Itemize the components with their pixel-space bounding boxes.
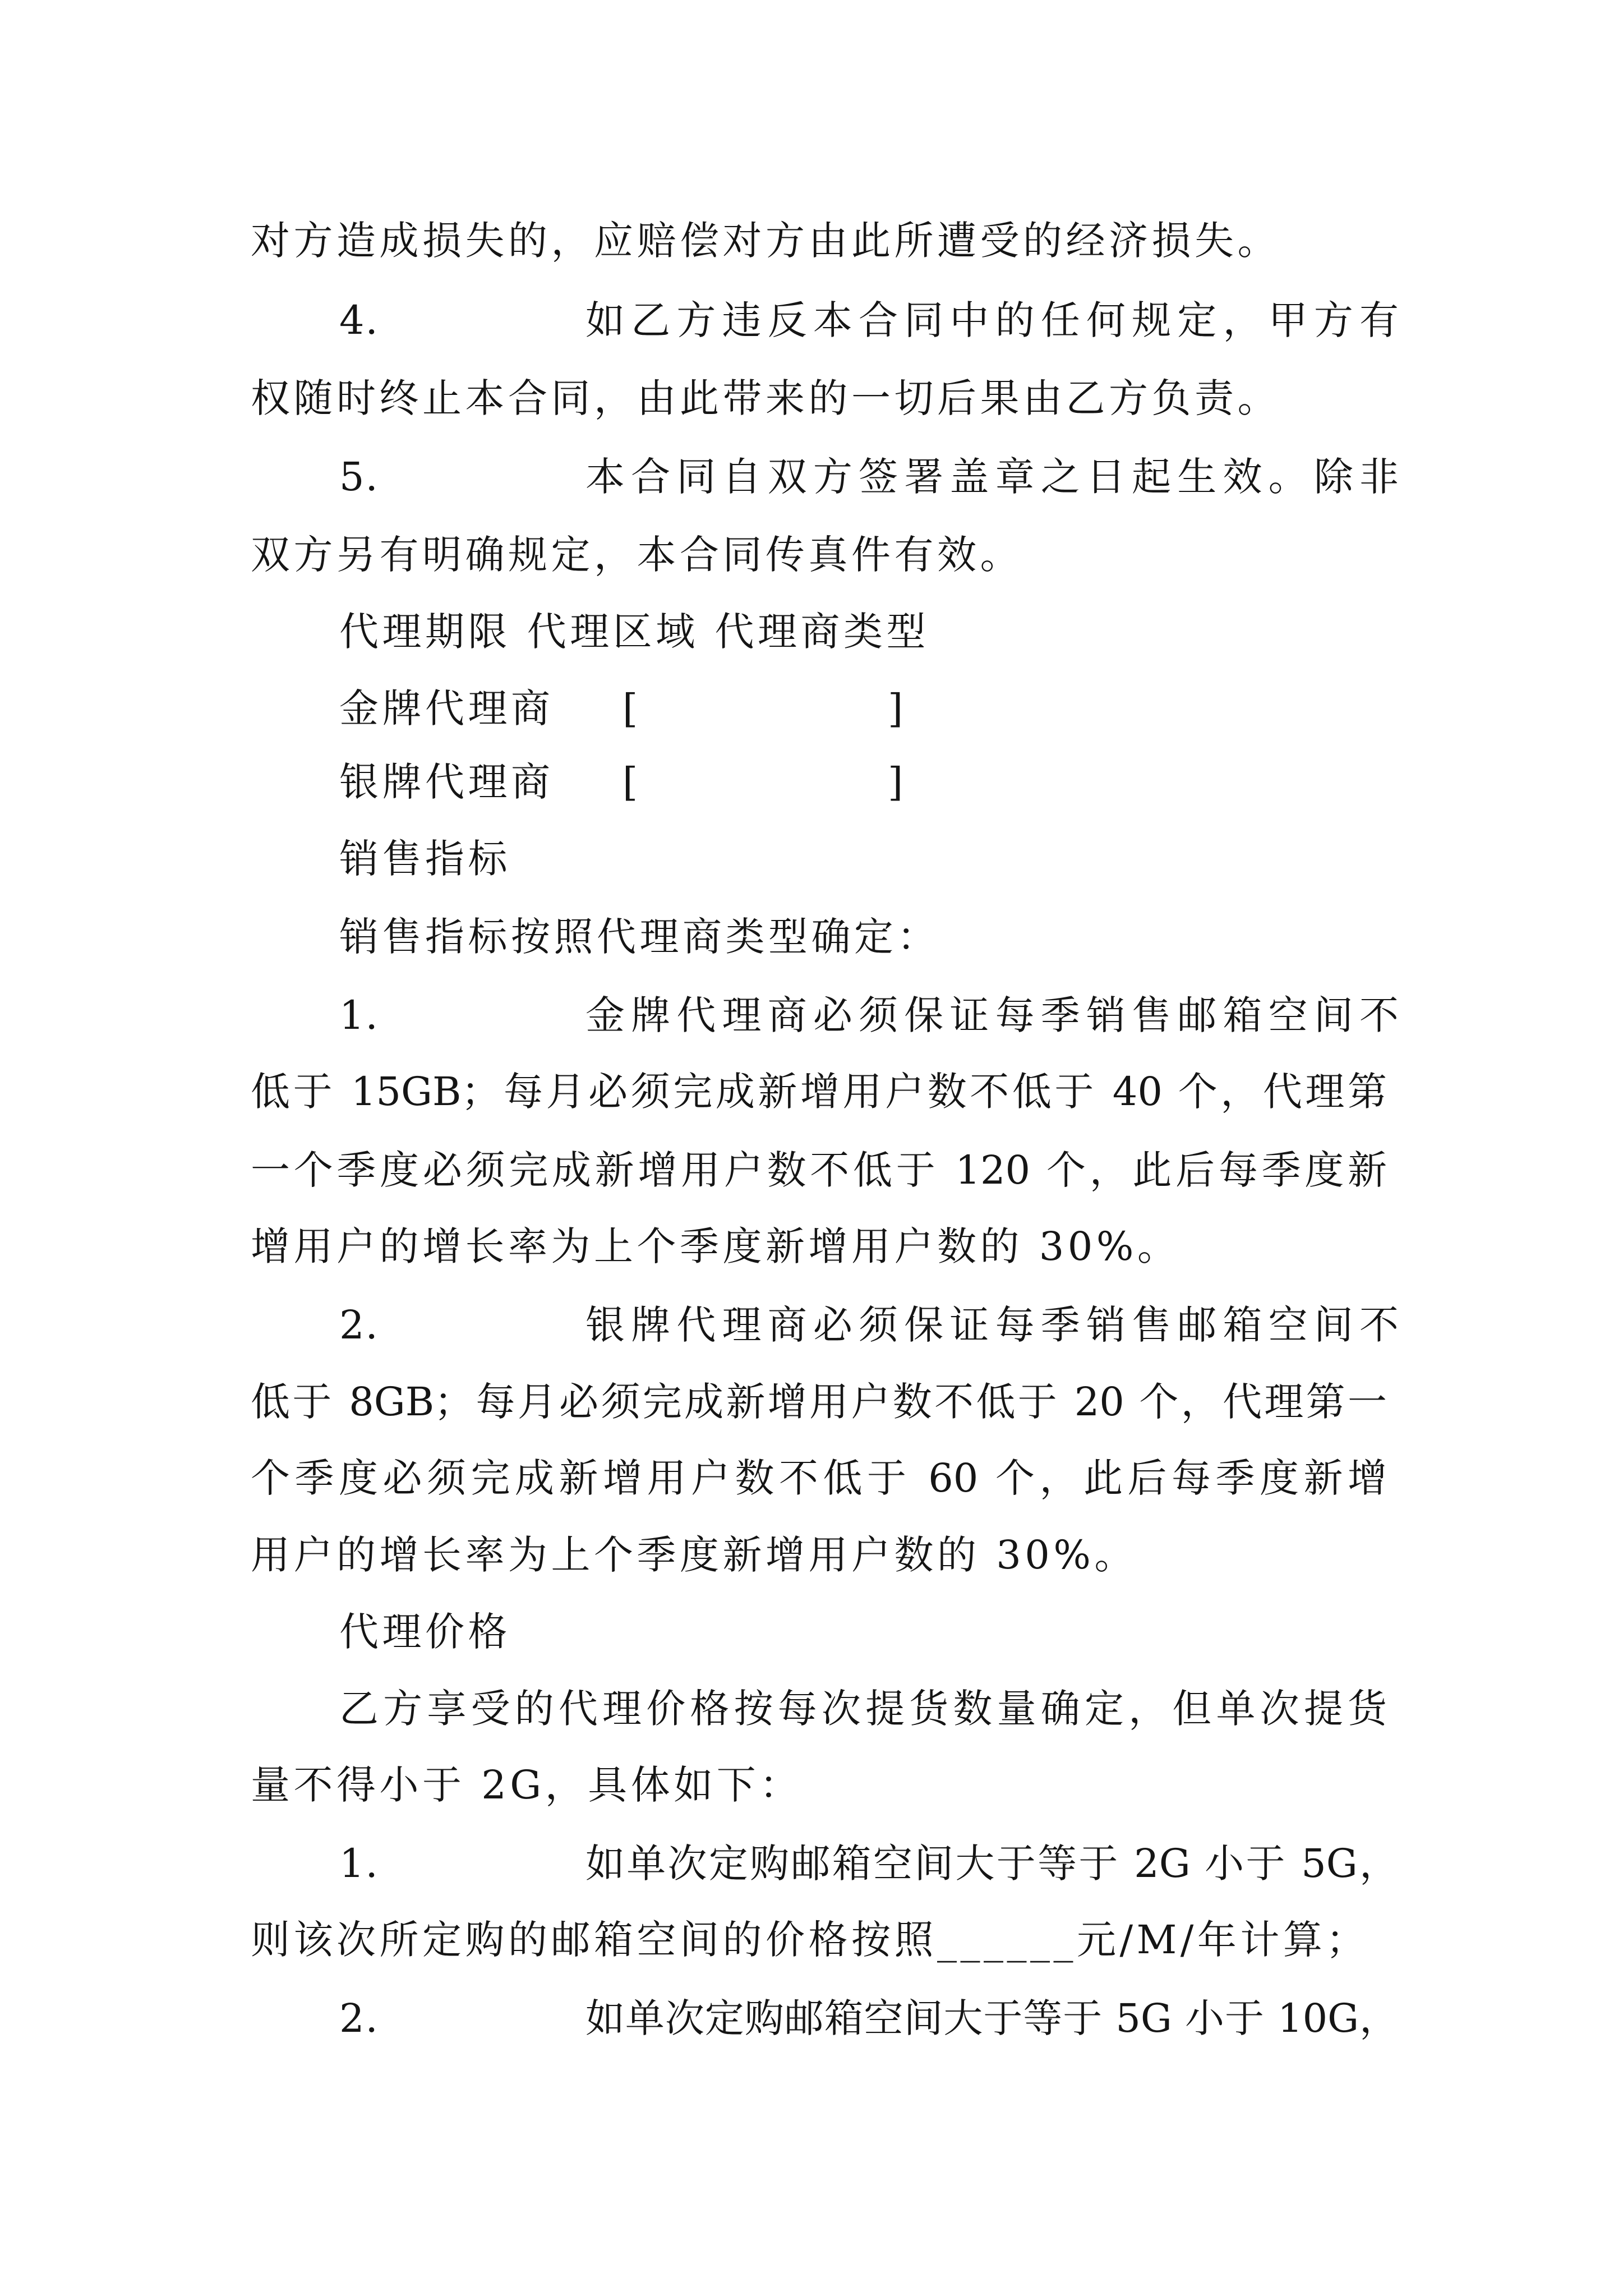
text-line	[0, 1912, 1623, 1968]
text-line	[0, 1374, 1623, 1430]
line-text: 低于 15GB；每月必须完成新增用户数不低于 40 个，代理第	[251, 1069, 1387, 1115]
list-item	[0, 1297, 1623, 1353]
list-item	[0, 1835, 1623, 1892]
bracket-open: [	[623, 685, 638, 731]
agent-type-row-gold	[0, 680, 1623, 737]
bracket-close: ]	[888, 759, 903, 805]
table-header-line	[0, 604, 1623, 660]
line-text: 低于 8GB；每月必须完成新增用户数不低于 20 个，代理第一	[251, 1379, 1387, 1425]
text-line	[0, 1064, 1623, 1120]
list-item	[0, 987, 1623, 1043]
agent-type-label: 金牌代理商	[339, 685, 554, 731]
line-text: 用户的增长率为上个季度新增用户数的 30%。	[251, 1532, 1137, 1578]
agent-type-row-silver	[0, 754, 1623, 810]
list-item-text: 金牌代理商必须保证每季销售邮箱空间不	[585, 992, 1399, 1038]
line-text: 个季度必须完成新增用户数不低于 60 个，此后每季度新增	[251, 1455, 1387, 1501]
agent-type-label: 银牌代理商	[339, 759, 554, 805]
text-line	[0, 1142, 1623, 1198]
line-text: 代理期限 代理区域 代理商类型	[339, 609, 930, 655]
bracket-open: [	[623, 759, 638, 805]
list-item-text: 如乙方违反本合同中的任何规定，甲方有	[585, 297, 1399, 343]
text-line	[0, 1450, 1623, 1506]
line-text: 代理价格	[339, 1609, 511, 1655]
list-item-number: 1.	[339, 1841, 379, 1887]
text-line	[0, 1757, 1623, 1813]
list-item-text: 银牌代理商必须保证每季销售邮箱空间不	[585, 1302, 1399, 1348]
bracket-close: ]	[888, 685, 903, 731]
line-text: 增用户的增长率为上个季度新增用户数的 30%。	[251, 1223, 1181, 1269]
text-line	[0, 370, 1623, 426]
text-line	[0, 1218, 1623, 1274]
line-text: 销售指标按照代理商类型确定：	[339, 914, 940, 960]
line-text: 权随时终止本合同，由此带来的一切后果由乙方负责。	[251, 375, 1280, 421]
line-text: 对方造成损失的，应赔偿对方由此所遭受的经济损失。	[251, 218, 1280, 264]
list-item-number: 5.	[339, 454, 379, 500]
line-text: 双方另有明确规定，本合同传真件有效。	[251, 532, 1023, 578]
list-item-text: 如单次定购邮箱空间大于等于 5G 小于 10G，	[585, 1995, 1399, 2041]
list-item-number: 4.	[339, 297, 379, 343]
text-line	[0, 1527, 1623, 1583]
list-item-text: 如单次定购邮箱空间大于等于 2G 小于 5G，	[585, 1841, 1399, 1887]
line-text: 则该次所定购的邮箱空间的价格按照______元/M/年计算；	[251, 1917, 1369, 1963]
line-text: 乙方享受的代理价格按每次提货数量确定，但单次提货	[339, 1686, 1387, 1732]
list-item	[0, 449, 1623, 505]
section-heading	[0, 831, 1623, 887]
list-item-number: 2.	[339, 1302, 379, 1348]
text-line	[0, 527, 1623, 583]
list-item-number: 1.	[339, 992, 379, 1038]
text-line	[0, 1681, 1623, 1737]
line-text: 一个季度必须完成新增用户数不低于 120 个，此后每季度新	[251, 1147, 1387, 1193]
text-line	[0, 213, 1623, 269]
line-text: 销售指标	[339, 836, 511, 882]
line-text: 量不得小于 2G，具体如下：	[251, 1762, 803, 1808]
text-line	[0, 909, 1623, 965]
list-item-text: 本合同自双方签署盖章之日起生效。除非	[585, 454, 1399, 500]
section-heading	[0, 1604, 1623, 1660]
list-item	[0, 292, 1623, 348]
list-item	[0, 1990, 1623, 2046]
list-item-number: 2.	[339, 1995, 379, 2041]
